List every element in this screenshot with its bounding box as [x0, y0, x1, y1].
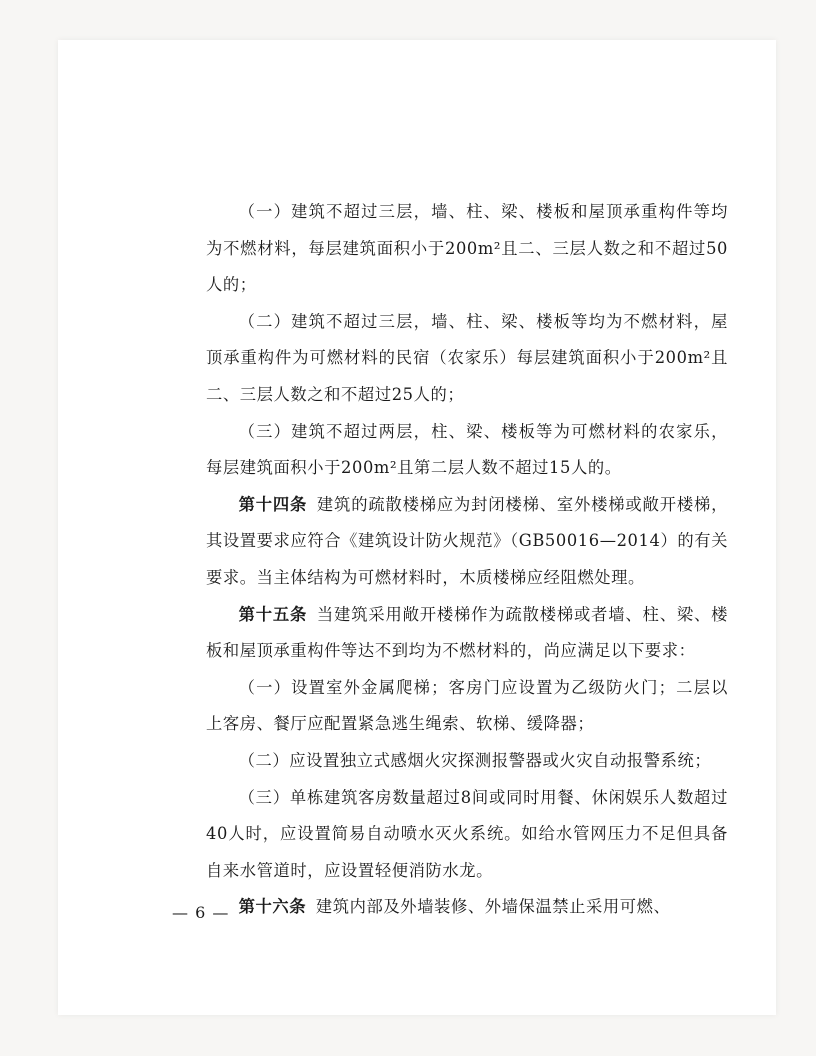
- paragraph-text: （一）设置室外金属爬梯；客房门应设置为乙级防火门；二层以上客房、餐厅应配置紧急逃生绳索、软梯、缓降器；: [206, 677, 728, 734]
- paragraph-text: （一）建筑不超过三层，墙、柱、梁、楼板和屋顶承重构件等均为不燃材料，每层建筑面积小于200m²且二、三层人数之和不超过50人的；: [206, 202, 728, 295]
- paragraph-requirement-1: [206, 670, 728, 743]
- paragraph-requirement-2: [206, 743, 728, 780]
- paragraph-text: （三）单栋建筑客房数量超过8间或同时用餐、休闲娱乐人数超过40人时，应设置简易自动喷水灭火系统。如给水管网压力不足但具备自来水管道时，应设置轻便消防水龙。: [206, 787, 728, 880]
- article-heading: 第十五条: [238, 604, 308, 624]
- paragraph-clause-3: [206, 414, 728, 487]
- paragraph-clause-1: [206, 194, 728, 304]
- article-heading: 第十六条: [238, 897, 307, 917]
- paragraph-requirement-3: [206, 780, 728, 890]
- paragraph-text: （三）建筑不超过两层，柱、梁、楼板等为可燃材料的农家乐，每层建筑面积小于200m²且第二层人数不超过15人的。: [206, 421, 728, 478]
- paragraph-text: （二）建筑不超过三层，墙、柱、梁、楼板等均为不燃材料，屋顶承重构件为可燃材料的民宿（农家乐）每层建筑面积小于200m²且二、三层人数之和不超过25人的；: [206, 311, 728, 404]
- document-body: [206, 194, 728, 926]
- article-14: [206, 487, 728, 597]
- article-16: [206, 889, 728, 926]
- article-15: [206, 597, 728, 670]
- article-text: 当建筑采用敞开楼梯作为疏散楼梯或者墙、柱、梁、楼板和屋顶承重构件等达不到均为不燃材料的，尚应满足以下要求：: [206, 604, 728, 661]
- paragraph-text: （二）应设置独立式感烟火灾探测报警器或火灾自动报警系统；: [238, 750, 712, 770]
- page-number: — 6 —: [172, 903, 230, 922]
- document-page: [58, 40, 776, 1015]
- article-heading: 第十四条: [238, 494, 308, 514]
- article-text: 建筑的疏散楼梯应为封闭楼梯、室外楼梯或敞开楼梯，其设置要求应符合《建筑设计防火规范》（GB50016—2014）的有关要求。当主体结构为可燃材料时，木质楼梯应经阻燃处理。: [206, 494, 728, 587]
- paragraph-clause-2: [206, 304, 728, 414]
- article-text: 建筑内部及外墙装修、外墙保温禁止采用可燃、: [315, 897, 671, 917]
